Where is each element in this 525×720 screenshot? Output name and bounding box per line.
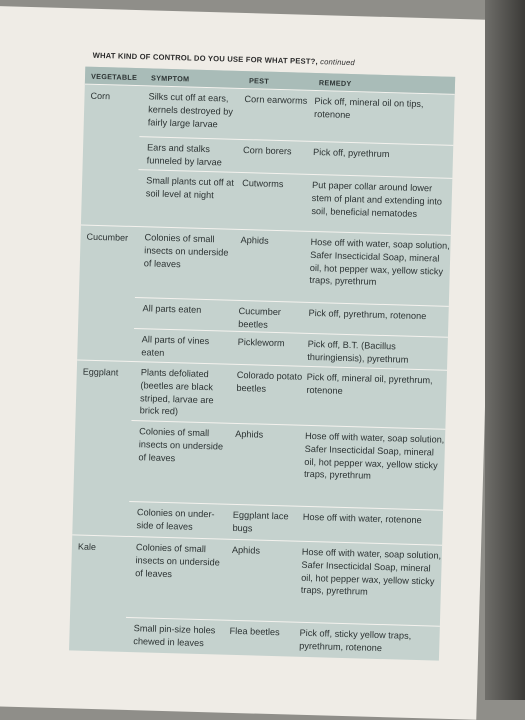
symptom-cell: All parts of vines eaten — [141, 334, 210, 358]
symptom-cell: Plants defoliated (beetles are black striped, larvae are brick red) — [139, 367, 214, 417]
symptom-cell: Ears and stalks funneled by larvae — [146, 142, 222, 168]
remedy-cell: Hose off with water, soap solution, Safer Insecticidal Soap, mineral oil, hot pepper wax, yellow sticky traps, pyrethrum — [300, 546, 442, 598]
pest-cell: Corn earworms — [244, 94, 308, 106]
remedy-cell: Put paper collar around lower stem of plant and extending into soil, beneficial nematodes — [311, 179, 443, 219]
book-spine-shadow — [485, 0, 525, 700]
vegetable-group-cucumber — [77, 226, 451, 371]
heading-title: WHAT KIND OF CONTROL DO YOU USE FOR WHAT PEST?, — [92, 50, 318, 67]
table-row — [129, 420, 445, 510]
pest-cell: Pickleworm — [237, 336, 285, 349]
table-row — [125, 617, 440, 661]
vegetable-group-corn — [81, 85, 455, 236]
vegetable-name: Corn — [90, 90, 111, 102]
vegetable-group-eggplant — [72, 360, 447, 545]
pest-cell: Aphids — [231, 544, 261, 556]
vegetable-name: Kale — [77, 541, 97, 553]
header-pest: PEST — [248, 76, 270, 86]
book-page — [0, 6, 496, 720]
vegetable-group-kale — [69, 535, 442, 660]
pest-cell: Aphids — [235, 428, 264, 440]
heading-continued: continued — [320, 57, 355, 68]
pest-cell: Cucumber beetles — [238, 305, 282, 330]
pest-cell: Aphids — [240, 234, 269, 246]
table-row — [135, 227, 451, 306]
symptom-cell: Colonies of small insects on underside of leaves — [138, 426, 224, 463]
symptom-cell: Small plants cut off at soil level at night — [145, 175, 234, 201]
vegetable-name: Eggplant — [82, 366, 119, 378]
table-row — [137, 169, 452, 235]
remedy-cell: Pick off, B.T. (Bacillus thuringiensis), pyrethrum — [307, 338, 409, 365]
symptom-cell: Colonies on under-side of leaves — [136, 507, 215, 532]
header-remedy: REMEDY — [318, 78, 352, 89]
remedy-cell: Pick off, pyrethrum, rotenone — [308, 307, 427, 322]
header-symptom: SYMPTOM — [150, 73, 190, 84]
remedy-cell: Pick off, pyrethrum — [312, 146, 390, 160]
remedy-cell: Pick off, sticky yellow traps, pyrethrum, rotenone — [299, 627, 412, 653]
remedy-cell: Pick off, mineral oil, pyrethrum, rotenone — [306, 371, 433, 396]
remedy-cell: Pick off, mineral oil on tips, rotenone — [313, 95, 424, 120]
pest-cell: Colorado potato beetles — [236, 369, 303, 394]
remedy-cell: Hose off with water, soap solution, Safer Insecticidal Soap, mineral oil, hot pepper wax, yellow sticky traps, pyrethrum — [309, 236, 450, 288]
header-vegetable: VEGETABLE — [90, 71, 138, 83]
pest-control-table — [69, 67, 455, 661]
pest-cell: Flea beetles — [229, 625, 280, 638]
vegetable-name: Cucumber — [86, 231, 129, 243]
symptom-cell: Silks cut off at ears, kernels destroyed by fairly large larvae — [147, 91, 234, 129]
remedy-cell: Hose off with water, soap solution, Safer Insecticidal Soap, mineral oil, hot pepper wax, yellow sticky traps, pyrethrum — [303, 430, 445, 482]
symptom-cell: Small pin-size holes chewed in leaves — [133, 623, 216, 648]
symptom-cell: All parts eaten — [142, 303, 202, 315]
symptom-cell: Colonies of small insects on underside of leaves — [143, 232, 229, 269]
remedy-cell: Hose off with water, rotenone — [302, 511, 422, 526]
pest-cell: Corn borers — [242, 145, 292, 157]
pest-cell: Cutworms — [242, 177, 284, 190]
pest-cell: Eggplant lace bugs — [232, 509, 289, 534]
table-row — [131, 362, 446, 429]
symptom-cell: Colonies of small insects on underside of leaves — [135, 542, 220, 579]
table-row — [126, 537, 442, 626]
table-row — [139, 86, 454, 145]
